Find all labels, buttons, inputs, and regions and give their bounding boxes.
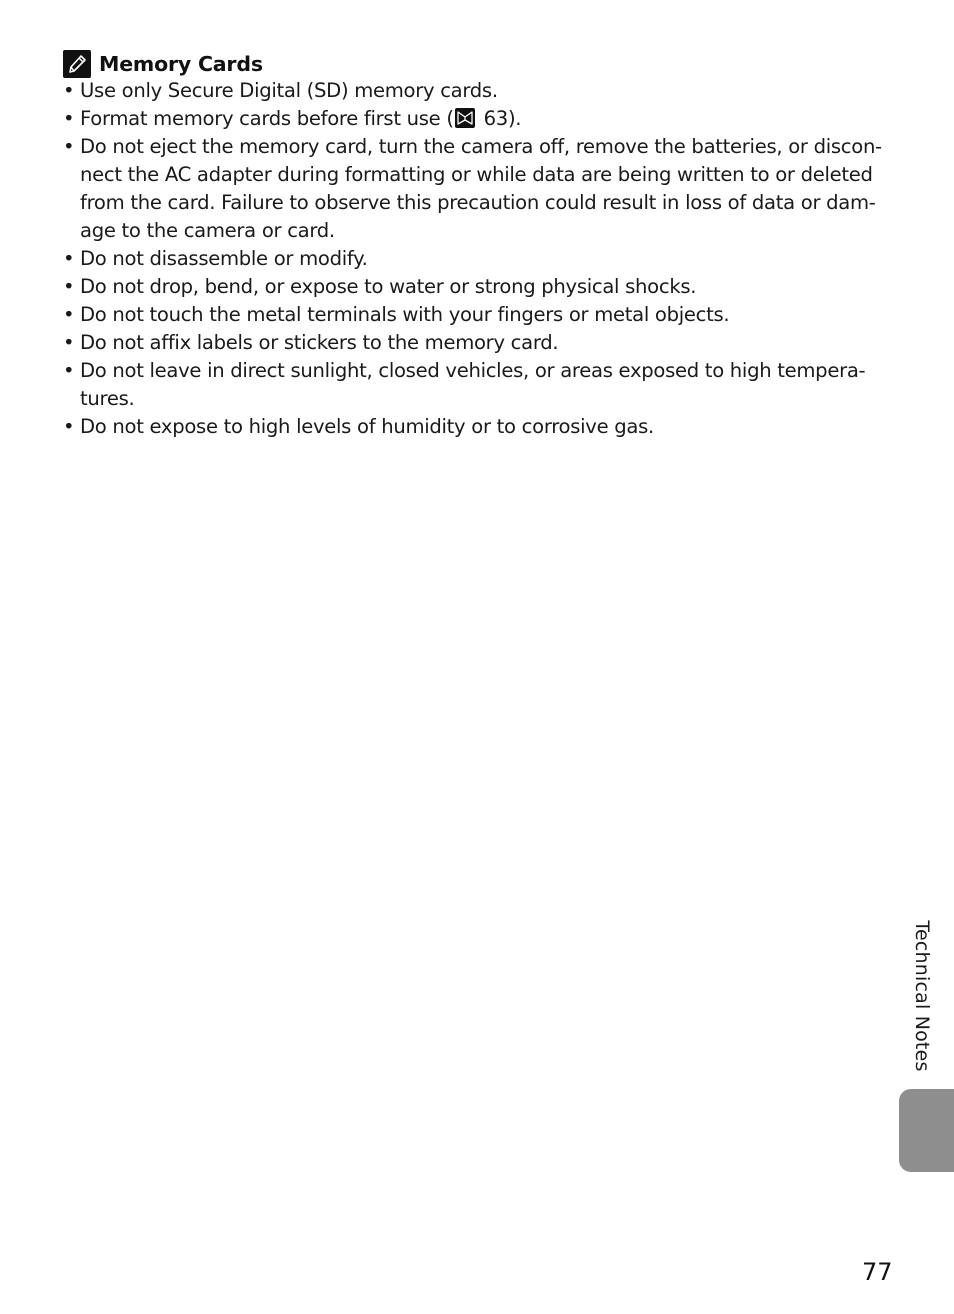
bullet-text: Use only Secure Digital (SD) memory cards.: [80, 79, 498, 102]
bullet-text: tures.: [80, 387, 135, 410]
bullet-item: [63, 105, 893, 133]
menu-reference-icon: [455, 108, 475, 128]
bullet-text: Do not disassemble or modify.: [80, 247, 368, 270]
bullet-marker: •: [63, 135, 75, 158]
bullet-item: [63, 77, 893, 105]
bullet-item: [63, 133, 893, 245]
bullet-item: [63, 301, 893, 329]
bullet-item: [63, 273, 893, 301]
bullet-marker: •: [63, 247, 75, 270]
bullet-marker: •: [63, 107, 75, 130]
bullet-text: Do not eject the memory card, turn the camera off, remove the batteries, or discon-: [80, 135, 882, 158]
bullet-text: age to the camera or card.: [80, 219, 335, 242]
bullet-text: from the card. Failure to observe this precaution could result in loss of data or dam-: [80, 191, 876, 214]
bullet-text: Do not expose to high levels of humidity or to corrosive gas.: [80, 415, 654, 438]
bullet-item: [63, 357, 893, 413]
bullet-marker: •: [63, 275, 75, 298]
bullet-marker: •: [63, 303, 75, 326]
bullet-text: Do not touch the metal terminals with your fingers or metal objects.: [80, 303, 730, 326]
bullet-marker: •: [63, 331, 75, 354]
bullet-text: Do not leave in direct sunlight, closed vehicles, or areas exposed to high tempera-: [80, 359, 866, 382]
pencil-note-icon: [63, 50, 91, 78]
bullet-marker: •: [63, 359, 75, 382]
chapter-tab: [899, 1089, 954, 1172]
bullet-item: [63, 329, 893, 357]
bullet-text: nect the AC adapter during formatting or while data are being written to or deleted: [80, 163, 873, 186]
bullet-text-start: Format memory cards before first use (: [80, 107, 454, 130]
bullet-text: Do not affix labels or stickers to the memory card.: [80, 331, 559, 354]
chapter-side-label-text: Technical Notes: [911, 920, 933, 1072]
bullet-marker: •: [63, 79, 75, 102]
section-title: Memory Cards: [99, 52, 263, 76]
bullet-marker: •: [63, 415, 75, 438]
bullet-text: Do not drop, bend, or expose to water or strong physical shocks.: [80, 275, 697, 298]
bullet-text-end: 63).: [477, 107, 522, 130]
bullet-item: [63, 245, 893, 273]
section-heading: [63, 49, 263, 79]
bullet-text: [80, 105, 893, 133]
page-number: 77: [862, 1258, 893, 1286]
bullet-list: [63, 77, 893, 441]
bullet-item: [63, 413, 893, 441]
